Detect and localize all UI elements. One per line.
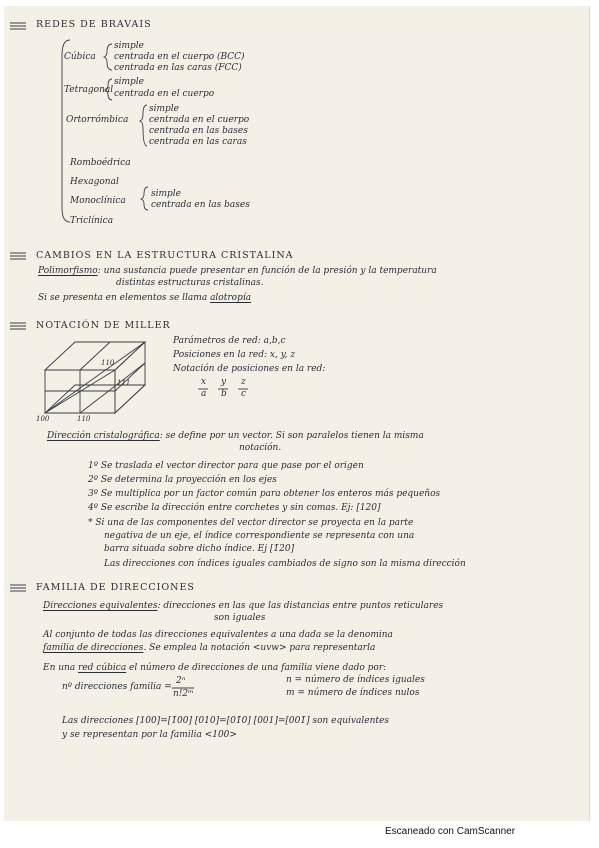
direccion-term: Dirección cristalográfica bbox=[47, 431, 160, 441]
bravais-ortorrombica-item: centrada en las caras bbox=[149, 137, 247, 147]
section-title-familia: FAMILIA DE DIRECCIONES bbox=[36, 582, 195, 593]
n-definition: n = número de índices iguales bbox=[286, 675, 425, 685]
miller-step: Las direcciones con índices iguales cambiados de signo son la misma dirección bbox=[104, 559, 466, 569]
cambios-definition: : una sustancia puede presentar en función de la presión y la temperatura bbox=[97, 266, 437, 276]
bravais-ortorrombica-item: centrada en las bases bbox=[149, 126, 248, 136]
fraction-numerator: x bbox=[201, 377, 207, 387]
bravais-cubica-item: centrada en el cuerpo (BCC) bbox=[114, 52, 245, 62]
miller-step: negativa de un eje, el índice correspondiente se representa con una bbox=[104, 531, 415, 541]
cube-label: 110 bbox=[77, 415, 91, 423]
bravais-cubica-item: centrada en las caras (FCC) bbox=[114, 63, 242, 73]
fraction-denominator: b bbox=[221, 389, 227, 399]
section-title-cambios: CAMBIOS EN LA ESTRUCTURA CRISTALINA bbox=[36, 250, 294, 261]
familia-line-2: son iguales bbox=[214, 613, 266, 623]
miller-step: 3º Se multiplica por un factor común para obtener los enteros más pequeños bbox=[88, 489, 441, 499]
red-cubica-term: red cúbica bbox=[78, 663, 127, 673]
fraction-denominator: a bbox=[201, 389, 207, 399]
familia-line-5 bbox=[43, 663, 386, 674]
bravais-hexagonal: Hexagonal bbox=[70, 177, 119, 187]
cambios-line-2: distintas estructuras cristalinas. bbox=[116, 278, 264, 288]
m-definition: m = número de índices nulos bbox=[286, 688, 420, 698]
section-title-miller: NOTACIÓN DE MILLER bbox=[36, 320, 171, 331]
familia-term: familia de direcciones bbox=[43, 643, 144, 653]
polimorfismo-term: Polimorfismo bbox=[38, 266, 98, 276]
formula-numerator: 2ⁿ bbox=[176, 676, 186, 686]
bravais-ortorrombica-label: Ortorrómbica bbox=[66, 115, 129, 125]
bravais-triclinica: Triclínica bbox=[70, 216, 114, 226]
scanner-watermark: Escaneado con CamScanner bbox=[385, 826, 516, 837]
bravais-ortorrombica-item: centrada en el cuerpo bbox=[149, 115, 250, 125]
fraction-numerator: z bbox=[241, 377, 246, 387]
red-cubica-text: el número de direcciones de una familia viene dado por: bbox=[126, 663, 387, 673]
fraction-denominator: c bbox=[241, 389, 247, 399]
miller-step: barra situada sobre dicho índice. Ej [1̄20] bbox=[104, 544, 295, 554]
familia-line-7: y se representan por la familia <100> bbox=[62, 730, 237, 740]
miller-step: 2º Se determina la proyección en los ejes bbox=[88, 475, 277, 485]
miller-step: * Si una de las componentes del vector director se proyecta en la parte bbox=[88, 518, 414, 528]
familia-line-1 bbox=[43, 601, 443, 612]
bravais-monoclinica-item: centrada en las bases bbox=[151, 200, 250, 210]
familia-line-4 bbox=[43, 643, 375, 654]
bravais-ortorrombica-item: simple bbox=[149, 104, 179, 114]
miller-step: 1º Se traslada el vector director para que pase por el origen bbox=[88, 461, 364, 471]
bravais-tetragonal-label: Tetragonal bbox=[64, 85, 114, 95]
familia-line-6: Las direcciones [100]=[1̄00] [010]=[01̄0] [001]=[001̄] son equivalentes bbox=[62, 716, 389, 726]
alotropia-text: Si se presenta en elementos se llama bbox=[38, 293, 211, 303]
formula-label: nº direcciones familia = bbox=[62, 682, 172, 692]
miller-step: 4º Se escribe la dirección entre corchetes y sin comas. Ej: [120] bbox=[88, 503, 381, 513]
direccion-line-1 bbox=[47, 431, 424, 442]
familia-notation-text: . Se emplea la notación <uvw> para representarla bbox=[143, 643, 376, 653]
bravais-monoclinica-label: Monoclínica bbox=[70, 196, 126, 206]
familia-line-3: Al conjunto de todas las direcciones equivalentes a una dada se la denomina bbox=[43, 630, 393, 640]
formula-denominator: n!2ᵐ bbox=[173, 689, 194, 699]
direccion-definition: : se define por un vector. Si son paralelos tienen la misma bbox=[159, 431, 424, 441]
equivalentes-definition: : direcciones en las que las distancias entre puntos reticulares bbox=[157, 601, 444, 611]
cube-label: 110 bbox=[101, 359, 115, 367]
section-title-bravais: REDES DE BRAVAIS bbox=[36, 19, 152, 30]
equivalentes-term: Direcciones equivalentes bbox=[43, 601, 158, 611]
bravais-cubica-item: simple bbox=[114, 41, 144, 51]
miller-param-line: Notación de posiciones en la red: bbox=[173, 364, 326, 374]
cube-label: 100 bbox=[36, 415, 50, 423]
miller-param-line: Posiciones en la red: x, y, z bbox=[173, 350, 296, 360]
cube-label: 111 bbox=[117, 379, 131, 387]
bravais-romboedrica: Romboédrica bbox=[70, 158, 131, 168]
alotropia-term: alotropía bbox=[210, 293, 252, 303]
bravais-monoclinica-item: simple bbox=[151, 189, 181, 199]
bravais-cubica-label: Cúbica bbox=[64, 52, 96, 62]
red-cubica-prefix: En una bbox=[43, 663, 79, 673]
fraction-numerator: y bbox=[221, 377, 227, 387]
bravais-tetragonal-item: centrada en el cuerpo bbox=[114, 89, 215, 99]
direccion-line-2: notación. bbox=[239, 443, 282, 453]
bravais-tetragonal-item: simple bbox=[114, 77, 144, 87]
miller-param-line: Parámetros de red: a,b,c bbox=[173, 336, 286, 346]
